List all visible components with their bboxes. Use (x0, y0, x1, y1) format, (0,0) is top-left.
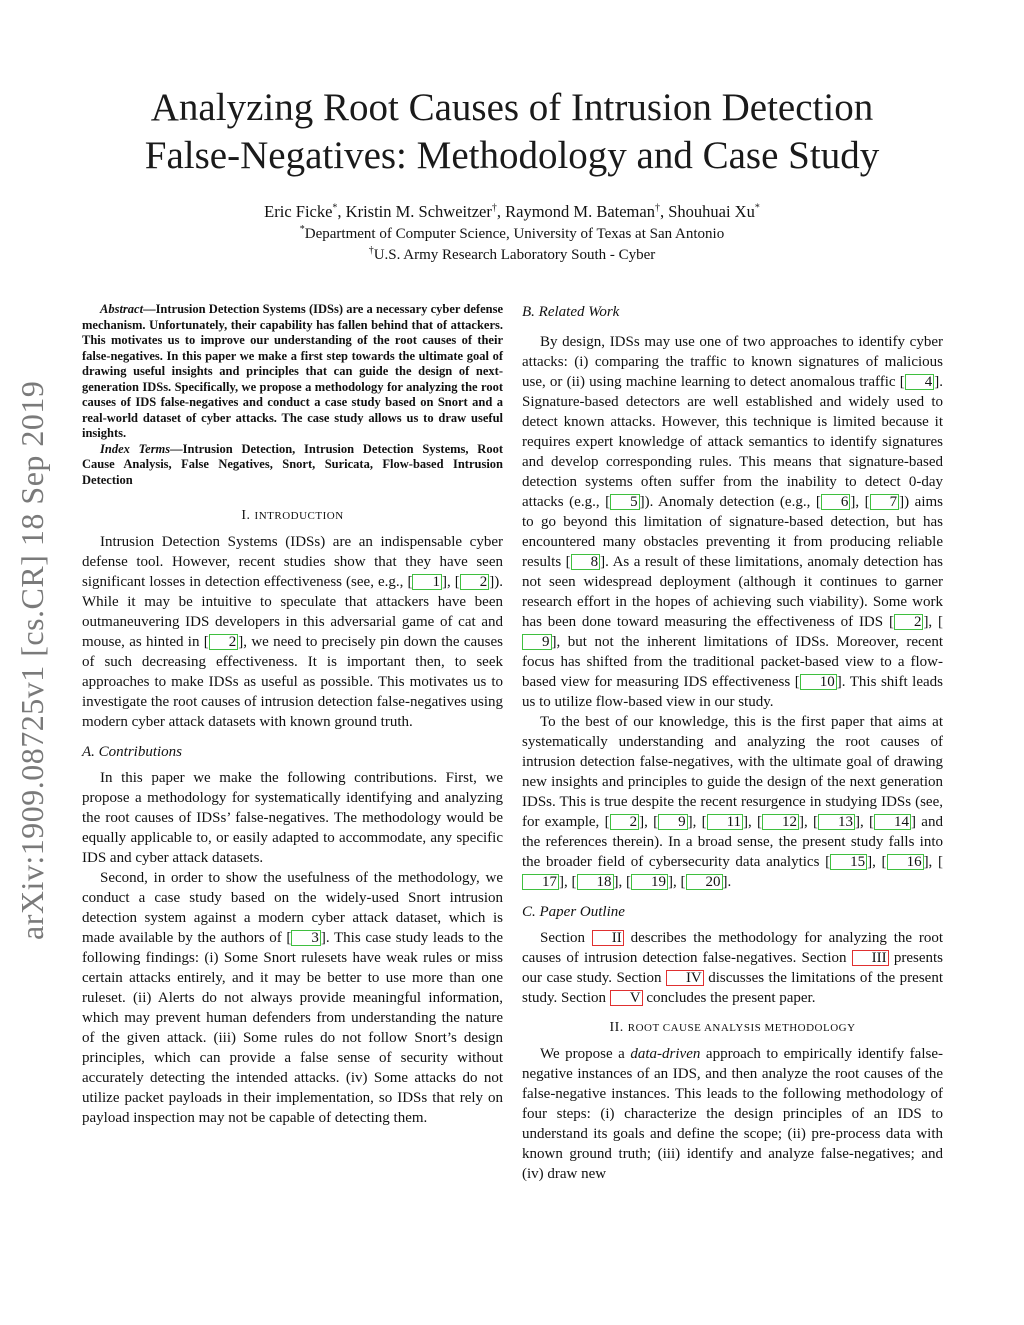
author-list: Eric Ficke*, Kristin M. Schweitzer†, Raymond M. Bateman†, Shouhuai Xu* (264, 202, 760, 221)
citation-link[interactable]: 18 (577, 874, 614, 890)
citation-link[interactable]: 6 (821, 494, 851, 510)
citation-link[interactable]: 2 (460, 574, 490, 590)
author-1: Eric Ficke (264, 202, 333, 221)
affiliation-2: †U.S. Army Research Laboratory South - Cyber (368, 245, 656, 263)
citation-link[interactable]: 11 (707, 814, 743, 830)
section-reference-link[interactable]: IV (666, 970, 704, 986)
citation-link[interactable]: 1 (412, 574, 442, 590)
intro-paragraph: Intrusion Detection Systems (IDSs) are an indispensable cyber defense tool. However, recent studies show that they have seen significant losses in detection effectiveness (see, e.g., [ 1 ], [ 2 ]). While it may be intuitive to speculate that attackers have been outmaneuvering IDS developers in this adversarial game of cat and mouse, as hinted in [ 2 ], we need to precisely pin down the causes of such decreasing effectiveness. It is important then, to seek approaches to make IDSs as useful as possible. This motivates us to investigate the root causes of intrusion detection false-negatives using modern cyber attack datasets with known ground truth. (82, 534, 503, 730)
section-heading-introduction: I. INTRODUCTION (241, 508, 344, 523)
author-4: Shouhuai Xu (668, 202, 755, 221)
citation-link[interactable]: 15 (830, 854, 867, 870)
citation-link[interactable]: 19 (631, 874, 668, 890)
left-column (82, 302, 503, 1128)
citation-link[interactable]: 9 (522, 634, 552, 650)
related-work-paragraph-1: By design, IDSs may use one of two approaches to identify cyber attacks: (i) comparing the traffic to known signatures of malicious use, or (ii) using machine learning to detect anomalous traffic [ 4 ]. Signature-based detectors are well established and widely used to detect known attacks. However, this technique is limited because it requires expert knowledge of attack semantics to identify signatures and develop corresponding rules. This means that signature-based detection systems often suffer from the inability to detect 0-day attacks (e.g., [ 5 ]). Anomaly detection (e.g., [ 6 ], [ 7 ]) aims to go beyond this limitation of signature-based detection, but has encountered many obstacles preventing it from producing reliable results [ 8 ]. As a result of these limitations, anomaly detection has not seen widespread deployment (although it continues to garner research effort in the hopes of achieving such viability). Some work has been done toward measuring the effectiveness of IDS [ 2 ], [9 ], but not the inherent limitations of IDSs. Moreover, recent focus has shifted from the traditional packet-based view to a flow-based view for measuring IDS effectiveness [ 10 ]. This shift leads us to utilize flow-based view in our study. (522, 334, 943, 710)
title-line-2: False-Negatives: Methodology and Case Study (144, 134, 880, 177)
citation-link[interactable]: 20 (686, 874, 723, 890)
index-terms: Index Terms—Intrusion Detection, Intrusion Detection Systems, Root Cause Analysis, False Negatives, Snort, Suricata, Flow-based Intrusion Detection (82, 441, 504, 487)
right-column (522, 302, 943, 1184)
author-3: Raymond M. Bateman (505, 202, 655, 221)
citation-link[interactable]: 13 (818, 814, 855, 830)
subsection-heading-contributions: A. Contributions (82, 744, 183, 760)
citation-link[interactable]: 4 (905, 374, 935, 390)
citation-link[interactable]: 2 (610, 814, 640, 830)
title-line-1: Analyzing Root Causes of Intrusion Detection (150, 86, 874, 129)
citation-link[interactable]: 17 (522, 874, 559, 890)
section-reference-link[interactable]: III (852, 950, 889, 966)
contributions-paragraph-1: In this paper we make the following contributions. First, we propose a methodology for systematically identifying and analyzing the root causes of IDSs’ false-negatives. The methodology would be equally applicable to, or easily adapted to accommodate, any specific IDS and cyber attack datasets. (82, 770, 503, 866)
methodology-paragraph: We propose a data-driven approach to empirically identify false-negative instances of an IDS, and then analyze the root causes of the false-negative instances. This leads to the following methodology of four steps: (i) characterize the design principles of an IDS to understand its goals and define the scope; (ii) pre-process data with known ground truth; (iii) identify and analyze false-negatives; and (iv) draw new (522, 1046, 943, 1182)
abstract-text: Abstract—Intrusion Detection Systems (IDSs) are a necessary cyber defense mechanism. Unfortunately, their capability has fallen behind that of attackers. This motivates us to improve our understanding of the root causes of their false-negatives. In this paper we make a first step towards the ultimate goal of drawing useful insights and principles that can guide the design of next-generation IDSs. Specifically, we propose a methodology for analyzing the root causes of IDS false-negatives and conduct a case study based on Snort and a real-world dataset of cyber attacks. The case study allows us to draw useful insights. (82, 302, 503, 440)
related-work-paragraph-2: To the best of our knowledge, this is the first paper that aims at systematically understanding and analyzing the root causes of intrusion detection false-negatives, with the ultimate goal of drawing new insights and principles to guide the design of the next generation IDSs. This is true despite the recent resurgence in studying IDSs (see, for example, [ 2 ], [ 9 ], [ 11 ], [ 12 ], [ 13 ], [ 14 ] and the references therein). In a broad sense, the present study falls into the broader field of cybersecurity data analytics [ 15 ], [ 16 ], [17 ], [ 18 ], [ 19 ], [ 20 ]. (522, 714, 944, 890)
arxiv-side-label[interactable]: arXiv:1909.08725v1 [cs.CR] 18 Sep 2019 (14, 380, 50, 940)
section-reference-link[interactable]: II (592, 930, 624, 946)
paper-outline-paragraph: Section II describes the methodology for analyzing the root causes of intrusion detection false-negatives. Section III presents our case study. Section IV discusses the limitations of the present study. Section V concludes the present paper. (522, 930, 943, 1006)
contributions-paragraph-2: Second, in order to show the usefulness of the methodology, we conduct a case study based on the widely-used Snort intrusion detection system against a modern cyber attack dataset, which is made available by the authors of [ 3 ]. This case study leads to the following findings: (i) Some Snort rulesets have weak rules or miss certain attacks entirely, and it may be better to use more than one ruleset. (ii) Alerts do not always provide meaningful information, which may prevent human defenders from understanding the nature of the given attack. (iii) Some rules do not follow Snort’s design principles, which can provide a false sense of security without accurately detecting the intended attacks. (iv) Some attacks do not utilize packet payloads in their implementation, so IDSs that rely on payload inspection may not be capable of detecting them. (82, 870, 503, 1126)
section-heading-methodology: II. ROOT CAUSE ANALYSIS METHODOLOGY (609, 1020, 856, 1035)
citation-link[interactable]: 5 (610, 494, 640, 510)
abstract (82, 302, 503, 488)
subsection-heading-related-work: B. Related Work (522, 304, 620, 320)
author-2: Kristin M. Schweitzer (345, 202, 492, 221)
citation-link[interactable]: 10 (800, 674, 837, 690)
citation-link[interactable]: 14 (874, 814, 911, 830)
citation-link[interactable]: 2 (209, 634, 239, 650)
citation-link[interactable]: 8 (571, 554, 601, 570)
citation-link[interactable]: 7 (870, 494, 900, 510)
citation-link[interactable]: 12 (762, 814, 799, 830)
section-reference-link[interactable]: V (610, 990, 643, 1006)
citation-link[interactable]: 16 (887, 854, 924, 870)
citation-link[interactable]: 9 (658, 814, 688, 830)
affiliation-1: *Department of Computer Science, University of Texas at San Antonio (299, 224, 725, 242)
citation-link[interactable]: 2 (894, 614, 924, 630)
citation-link[interactable]: 3 (291, 930, 321, 946)
subsection-heading-paper-outline: C. Paper Outline (522, 904, 625, 920)
paper-title (60, 84, 964, 180)
